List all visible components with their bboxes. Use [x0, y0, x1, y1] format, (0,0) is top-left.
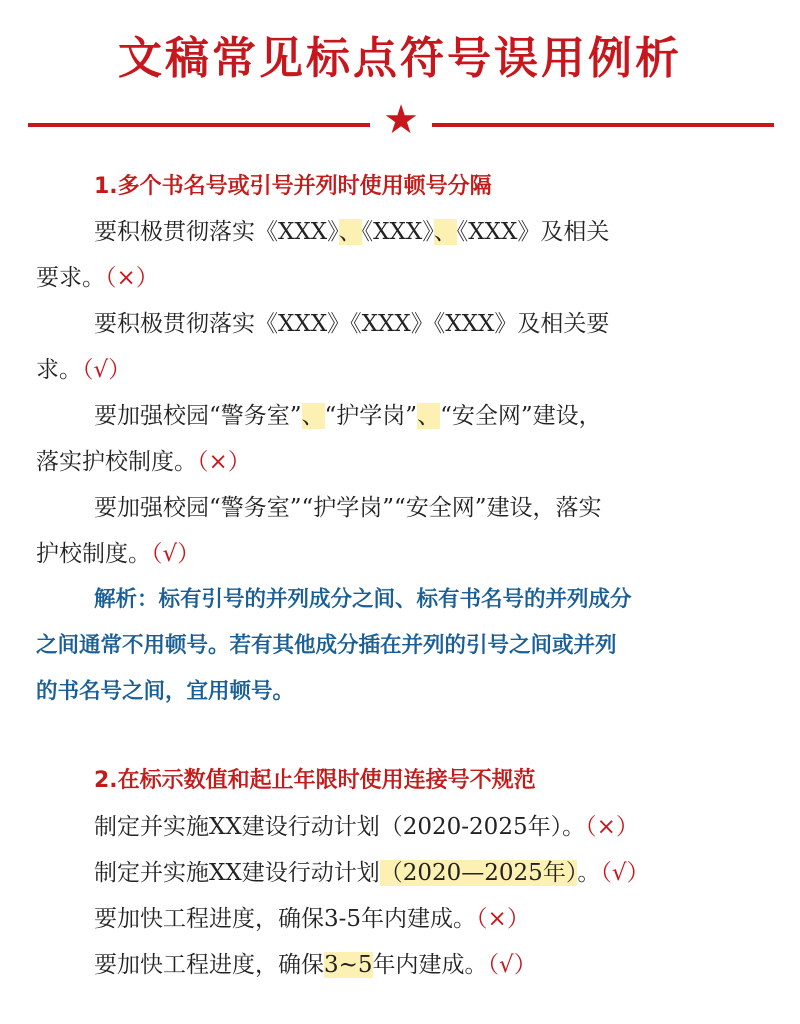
- divider-right: [432, 123, 774, 127]
- s1-example-3-line-1: 要加强校园“警务室”、“护学岗”、“安全网”建设，: [94, 403, 602, 429]
- highlight: （2020—2025年）: [379, 860, 578, 886]
- wrong-mark: （×）: [476, 906, 530, 932]
- s2-example-1: 制定并实施XX建设行动计划（2020-2025年）。（×）: [94, 814, 639, 840]
- s2-example-4: 要加快工程进度，确保3~5年内建成。（√）: [94, 952, 537, 978]
- section-2-heading: 2.在标示数值和起止年限时使用连接号不规范: [94, 768, 536, 793]
- wrong-mark: （×）: [105, 265, 159, 291]
- highlight: 、: [338, 219, 362, 245]
- s1-example-2-line-1: 要积极贯彻落实《XXX》《XXX》《XXX》及相关要: [94, 311, 610, 337]
- divider-left: [28, 123, 370, 127]
- analysis-line-3: 的书名号之间，宜用顿号。: [36, 679, 295, 704]
- page-title: 文稿常见标点符号误用例析: [118, 33, 682, 84]
- highlight: 、: [301, 403, 325, 429]
- analysis-line-1: 解析：标有引号的并列成分之间、标有书名号的并列成分: [94, 587, 632, 612]
- correct-mark: （√）: [487, 952, 537, 978]
- s2-example-2: 制定并实施XX建设行动计划（2020—2025年）。（√）: [94, 860, 650, 886]
- s1-example-4-line-1: 要加强校园“警务室”“护学岗”“安全网”建设，落实: [94, 495, 602, 521]
- highlight: 3~5: [324, 952, 373, 978]
- s1-example-1-line-2: 要求。（×）: [36, 265, 159, 291]
- star-icon: ★: [383, 97, 419, 143]
- correct-mark: （√）: [151, 541, 201, 567]
- s2-example-3: 要加快工程进度，确保3-5年内建成。（×）: [94, 906, 530, 932]
- correct-mark: （√）: [600, 860, 650, 886]
- correct-mark: （√）: [82, 357, 132, 383]
- s1-example-2-line-2: 求。（√）: [36, 357, 132, 383]
- wrong-mark: （×）: [197, 449, 251, 475]
- highlight: 、: [417, 403, 441, 429]
- s1-example-3-line-2: 落实护校制度。（×）: [36, 449, 251, 475]
- wrong-mark: （×）: [585, 814, 639, 840]
- section-1-heading: 1.多个书名号或引号并列时使用顿号分隔: [94, 174, 492, 199]
- s1-example-1-line-1: 要积极贯彻落实《XXX》、《XXX》、《XXX》及相关: [94, 219, 610, 245]
- highlight: 、: [433, 219, 457, 245]
- s1-example-4-line-2: 护校制度。（√）: [36, 541, 201, 567]
- analysis-line-2: 之间通常不用顿号。若有其他成分插在并列的引号之间或并列: [36, 633, 617, 658]
